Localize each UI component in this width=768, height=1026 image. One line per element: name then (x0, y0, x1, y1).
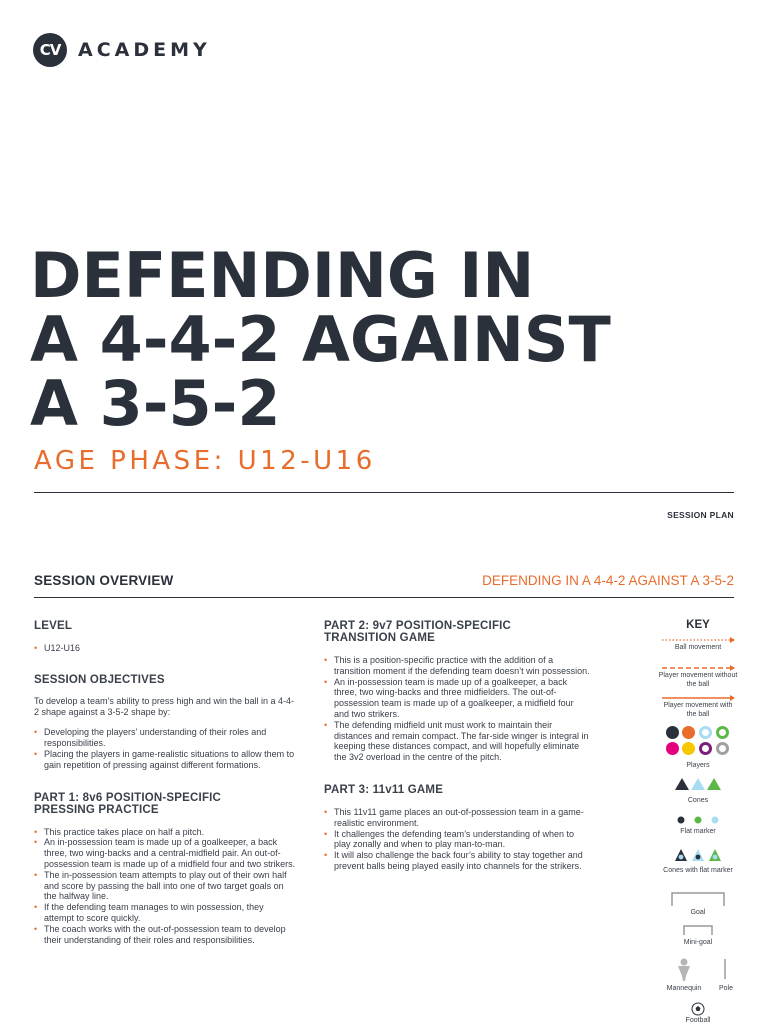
cone (707, 778, 721, 790)
football-icon (691, 1002, 705, 1016)
key-goal: Goal (690, 909, 706, 916)
player-dot (666, 742, 679, 755)
page-title (30, 239, 611, 440)
list-item: • If the defending team manages to win possession, they attempt to score quickly. (34, 902, 264, 923)
cv-logo: CV (33, 33, 67, 67)
mini-goal-icon (683, 924, 713, 936)
player-ring (699, 726, 712, 739)
list-item: • This is a position-specific practice with the addition of a transition moment if the defending team doesn’t win possession. (324, 655, 590, 676)
key-player-without-ball: Player movement without the ball (658, 672, 738, 688)
key-cones: Cones (687, 797, 709, 804)
player-ring (716, 726, 729, 739)
part2-heading: PART 2: 9v7 POSITION-SPECIFIC TRANSITION GAME (324, 620, 512, 644)
flat-marker-icon (676, 815, 722, 825)
overview-subtitle: DEFENDING IN A 4-4-2 AGAINST A 3-5-2 (482, 573, 734, 588)
list-item: • It will also challenge the back four’s ability to stay together and prevent balls being played easily into channels for the strikers. (324, 850, 583, 871)
level-list (34, 643, 296, 654)
key-title: KEY (686, 619, 710, 631)
part1-heading: PART 1: 8v6 POSITION-SPECIFIC PRESSING PRACTICE (34, 791, 222, 816)
list-item: • An in-possession team is made up of a goalkeeper, a back three, two wing-backs and a central-midfield pair. An out-of-possession team is made up of a midfield four and two strikers. (34, 837, 296, 869)
players-icon (666, 726, 736, 758)
divider (34, 492, 734, 493)
cones-icon (675, 778, 725, 792)
objectives-list (34, 727, 296, 770)
divider (34, 597, 734, 598)
key-player-with-ball: Player movement with the ball (663, 702, 733, 718)
cone (675, 778, 689, 790)
objectives-intro: To develop a team’s ability to press high and win the ball in a 4-4-2 shape against a 3-5-2 shape by: (34, 695, 294, 717)
list-item: • The coach works with the out-of-possession team to develop their understanding of their roles and responsibilities. (34, 923, 286, 945)
part3-heading: PART 3: 11v11 GAME (324, 783, 444, 796)
list-item: • Developing the players’ understanding of their roles and responsibilities. (34, 727, 267, 749)
player-dot (682, 742, 695, 755)
list-item: • U12-U16 (34, 643, 81, 653)
player-dot (666, 726, 679, 739)
left-column (34, 620, 296, 945)
key-cones-flat-marker: Cones with flat marker (663, 867, 733, 874)
goal-icon (671, 891, 725, 907)
list-item: • This 11v11 game places an out-of-possession team in a game-realistic environment. (324, 806, 584, 828)
part1-list (34, 827, 296, 946)
key-mannequin: Mannequin (666, 985, 702, 992)
key-pole: Pole (718, 985, 733, 992)
key-flat-marker: Flat marker (680, 828, 716, 835)
brand-name: ACADEMY (78, 39, 211, 61)
title-line-3: A 3-5-2 (30, 367, 281, 440)
level-heading: LEVEL (34, 620, 73, 632)
key-ball-movement: Ball movement (674, 644, 722, 651)
title-line-2: A 4-4-2 AGAINST (30, 303, 611, 376)
key-players: Players (686, 762, 710, 769)
player-ring (699, 742, 712, 755)
overview-heading: SESSION OVERVIEW (34, 573, 174, 588)
objectives-heading: SESSION OBJECTIVES (34, 673, 165, 686)
cones-flat-marker-icon (674, 848, 724, 864)
part2-list (324, 655, 590, 763)
list-item: • The defending midfield unit must work to maintain their distances and remain compact. The far-side winger is integral in keeping these distances compact, and will hopefully eliminate the 3v2 overload in the centre of the pitch. (324, 719, 589, 763)
key-mini-goal: Mini-goal (683, 939, 713, 946)
key-football: Football (685, 1017, 711, 1024)
part3-list (324, 807, 590, 872)
list-item: • It challenges the defending team’s understanding of when to play zonally and when to play man-to-man. (324, 828, 575, 850)
player-ring (716, 742, 729, 755)
title-line-1: DEFENDING IN (30, 239, 535, 312)
pole-icon (720, 958, 730, 980)
list-item: • An in-possession team is made up of a goalkeeper, a back three, two wing-backs and three midfielders. The out-of-possession team is made up of a goalkeeper, a midfield four and two strikers. (324, 676, 574, 719)
age-phase: AGE PHASE: U12-U16 (34, 446, 376, 476)
list-item: • The in-possession team attempts to play out of their own half and score by passing the ball into one of two target goals on the halfway line. (34, 869, 287, 902)
list-item: • Placing the players in game-realistic situations to allow them to gain repetition of pressing against different formations. (34, 748, 295, 770)
cone (691, 778, 705, 790)
middle-column (324, 620, 590, 872)
list-item: • This practice takes place on half a pitch. (34, 826, 205, 837)
mannequin-icon (674, 958, 694, 982)
session-plan-label: SESSION PLAN (667, 510, 734, 520)
player-dot (682, 726, 695, 739)
